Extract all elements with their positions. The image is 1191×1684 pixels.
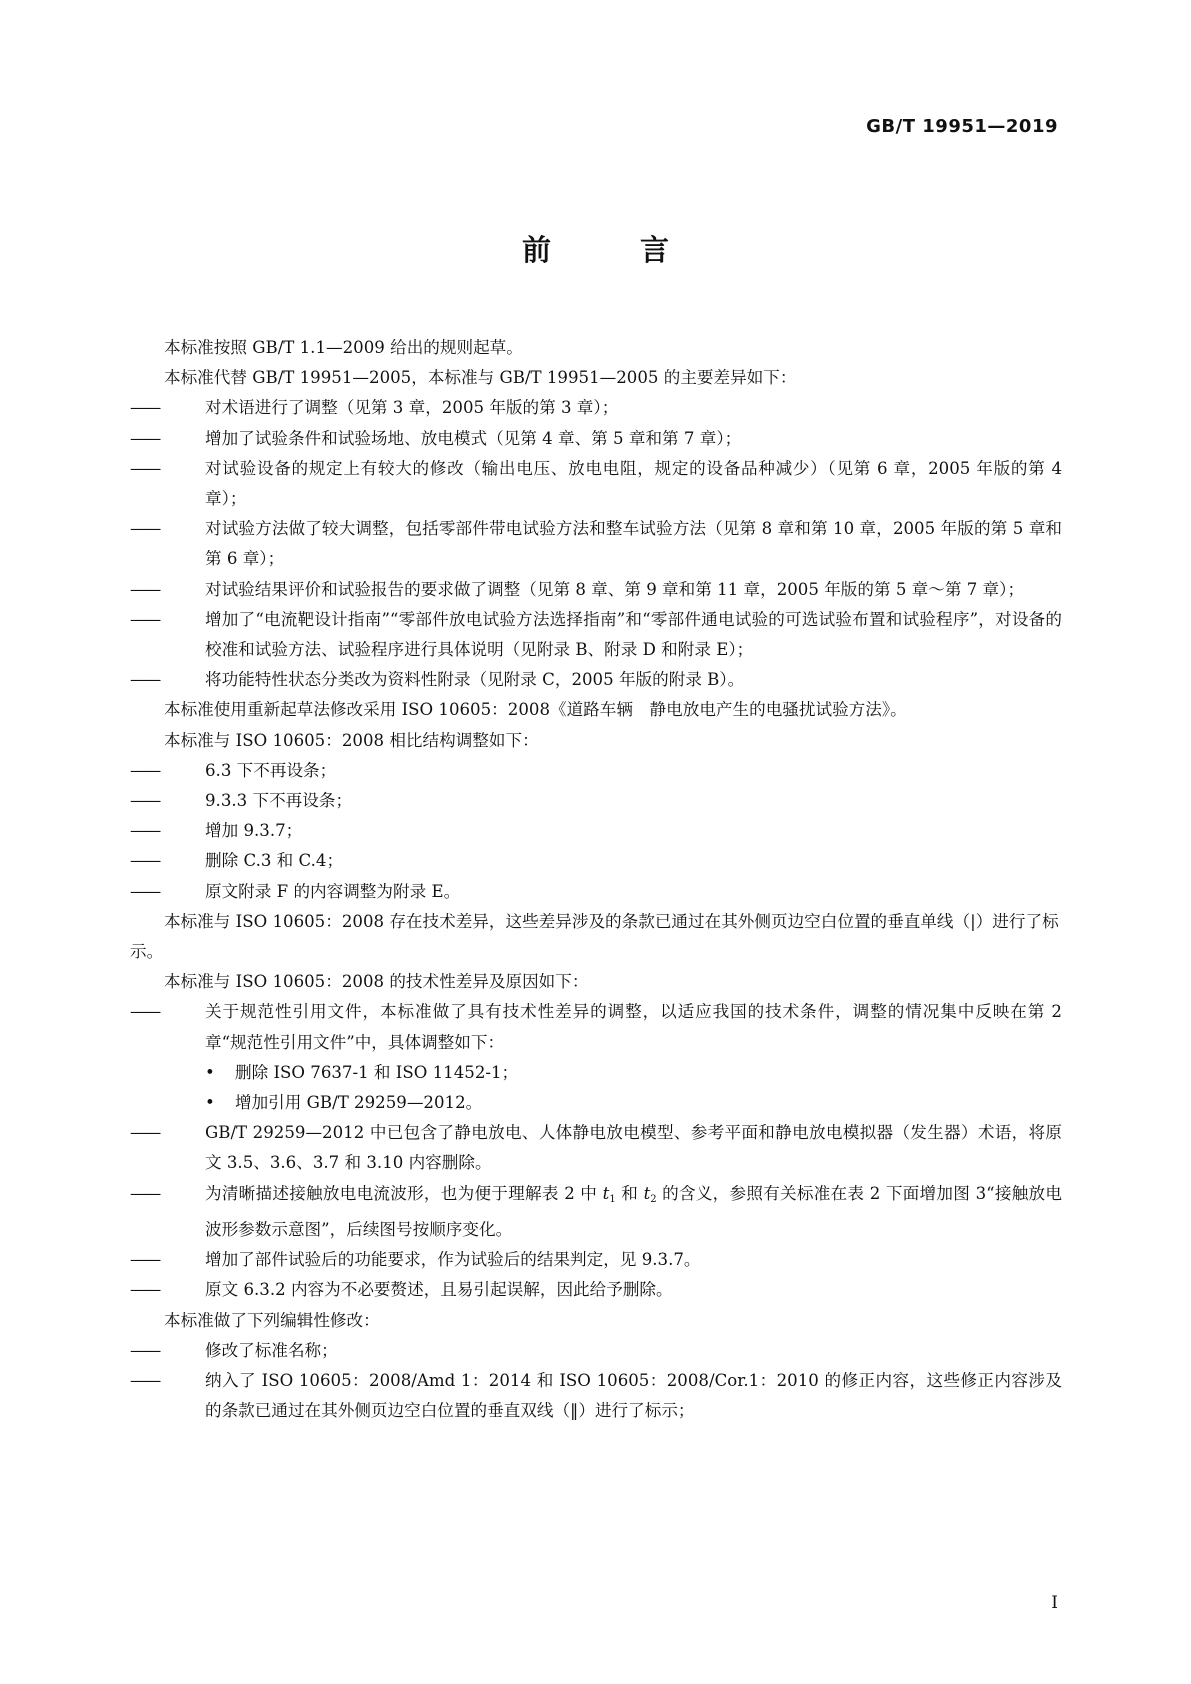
- dash-marker: ——: [130, 579, 160, 599]
- dash-item: [130, 846, 1062, 876]
- paragraph: 本标准使用重新起草法修改采用 ISO 10605：2008《道路车辆 静电放电产生的电骚扰试验方法》。: [164, 700, 907, 720]
- dash-item-text: 纳入了 ISO 10605：2008/Amd 1：2014 和 ISO 10605：2008/Cor.1：2010 的修正内容，这些修正内容涉及的条款已通过在其外侧页边空白位置的垂直双线（‖）进行了标示；: [205, 1370, 1062, 1421]
- dash-item-text: [205, 1179, 1062, 1245]
- dash-item-text: 修改了标准名称；: [205, 1340, 338, 1360]
- dash-item-text: 原文 6.3.2 内容为不必要赘述，且易引起误解，因此给予删除。: [205, 1280, 673, 1300]
- dash-marker: ——: [130, 881, 160, 901]
- dash-item: [130, 1336, 1062, 1366]
- dash-marker: ——: [130, 1340, 160, 1360]
- dash-item-text: 对试验设备的规定上有较大的修改（输出电压、放电电阻，规定的设备品种减少）（见第 6 章，2005 年版的第 4 章）；: [205, 458, 1062, 509]
- dash-marker: ——: [130, 609, 160, 629]
- paragraph: 本标准与 ISO 10605：2008 存在技术差异，这些差异涉及的条款已通过在其外侧页边空白位置的垂直单线（|）进行了标示。: [130, 911, 1059, 962]
- dash-item: [130, 665, 1062, 695]
- dash-item-text: GB/T 29259—2012 中已包含了静电放电、人体静电放电模型、参考平面和静电放电模拟器（发生器）术语，将原文 3.5、3.6、3.7 和 3.10 内容删除。: [205, 1123, 1062, 1173]
- bullet-item-text: 增加引用 GB/T 29259—2012。: [235, 1093, 483, 1113]
- subscript: 1: [609, 1193, 616, 1205]
- dash-item: [130, 816, 1062, 846]
- bullet-marker: •: [205, 1093, 215, 1113]
- paragraph: 本标准做了下列编辑性修改：: [164, 1310, 380, 1330]
- dash-item-text: 增加了试验条件和试验场地、放电模式（见第 4 章、第 5 章和第 7 章）；: [205, 428, 742, 448]
- dash-item-text: 原文附录 F 的内容调整为附录 E。: [205, 881, 461, 901]
- dash-item: [130, 454, 1062, 514]
- dash-item-text: 对试验结果评价和试验报告的要求做了调整（见第 8 章、第 9 章和第 11 章，2005 年版的第 5 章～第 7 章）；: [205, 579, 1025, 599]
- dash-marker: ——: [130, 1370, 160, 1390]
- dash-marker: ——: [130, 1280, 160, 1300]
- dash-item-text: 对术语进行了调整（见第 3 章，2005 年版的第 3 章）；: [205, 398, 619, 418]
- dash-item: [130, 1245, 1062, 1275]
- bullet-marker: •: [205, 1062, 215, 1082]
- dash-item-text: 对试验方法做了较大调整，包括零部件带电试验方法和整车试验方法（见第 8 章和第 10 章，2005 年版的第 5 章和第 6 章）；: [205, 519, 1062, 569]
- page-number: I: [1051, 1593, 1058, 1613]
- dash-item: [130, 756, 1062, 786]
- dash-marker: ——: [130, 458, 160, 478]
- dash-item: [130, 424, 1062, 454]
- dash-marker: ——: [130, 851, 160, 871]
- variable-t2: t: [643, 1183, 651, 1203]
- dash-item-text: 6.3 下不再设条；: [205, 760, 337, 780]
- dash-item: [130, 1179, 1062, 1245]
- dash-marker: ——: [130, 821, 160, 841]
- dash-marker: ——: [130, 428, 160, 448]
- dash-item-text: 关于规范性引用文件，本标准做了具有技术性差异的调整，以适应我国的技术条件，调整的情况集中反映在第 2 章“规范性引用文件”中，具体调整如下：: [205, 1002, 1062, 1052]
- dash-item: [130, 514, 1062, 574]
- dash-item: [130, 997, 1062, 1057]
- bullet-item: [130, 1058, 1062, 1088]
- page-title: 前 言: [521, 233, 699, 267]
- variable-t1: t: [602, 1183, 610, 1203]
- dash-marker: ——: [130, 791, 160, 811]
- dash-marker: ——: [130, 1183, 160, 1203]
- dash-item: [130, 605, 1062, 665]
- foreword-body: [130, 333, 1062, 1426]
- dash-marker: ——: [130, 519, 160, 539]
- dash-marker: ——: [130, 670, 160, 690]
- text-run: 和: [615, 1183, 644, 1203]
- paragraph: 本标准与 ISO 10605：2008 的技术性差异及原因如下：: [164, 972, 589, 992]
- bullet-item: [130, 1088, 1062, 1118]
- dash-item: [130, 575, 1062, 605]
- dash-marker: ——: [130, 1123, 160, 1143]
- dash-marker: ——: [130, 398, 160, 418]
- dash-item-text: 9.3.3 下不再设条；: [205, 791, 353, 811]
- dash-item: [130, 786, 1062, 816]
- dash-marker: ——: [130, 1002, 160, 1022]
- dash-item-text: 将功能特性状态分类改为资料性附录（见附录 C，2005 年版的附录 B）。: [205, 670, 745, 690]
- dash-item-text: 删除 C.3 和 C.4；: [205, 851, 344, 871]
- dash-marker: ——: [130, 1250, 160, 1270]
- dash-item: [130, 1275, 1062, 1305]
- dash-item: [130, 1366, 1062, 1426]
- dash-item: [130, 877, 1062, 907]
- subscript: 2: [650, 1193, 657, 1205]
- paragraph: 本标准与 ISO 10605：2008 相比结构调整如下：: [164, 730, 539, 750]
- paragraph: 本标准代替 GB/T 19951—2005，本标准与 GB/T 19951—2005 的主要差异如下：: [164, 368, 797, 388]
- text-run: 为清晰描述接触放电电流波形，也为便于理解表 2 中: [205, 1183, 603, 1203]
- dash-item-text: 增加了部件试验后的功能要求，作为试验后的结果判定，见 9.3.7。: [205, 1250, 701, 1270]
- standard-number: GB/T 19951—2019: [866, 116, 1058, 137]
- dash-item-text: 增加 9.3.7；: [205, 821, 303, 841]
- text-run: 的含义，参照有关标准在表 2 下面增加图 3“接触放电波形参数示意图”，后续图号按顺序变化。: [205, 1183, 1062, 1239]
- bullet-item-text: 删除 ISO 7637-1 和 ISO 11452-1；: [235, 1062, 519, 1082]
- dash-item: [130, 393, 1062, 423]
- paragraph: 本标准按照 GB/T 1.1—2009 给出的规则起草。: [164, 338, 523, 357]
- dash-item: [130, 1118, 1062, 1178]
- dash-item-text: 增加了“电流靶设计指南”“零部件放电试验方法选择指南”和“零部件通电试验的可选试验布置和试验程序”，对设备的校准和试验方法、试验程序进行具体说明（见附录 B、附录 D 和附录 E）；: [205, 609, 1062, 660]
- dash-marker: ——: [130, 760, 160, 780]
